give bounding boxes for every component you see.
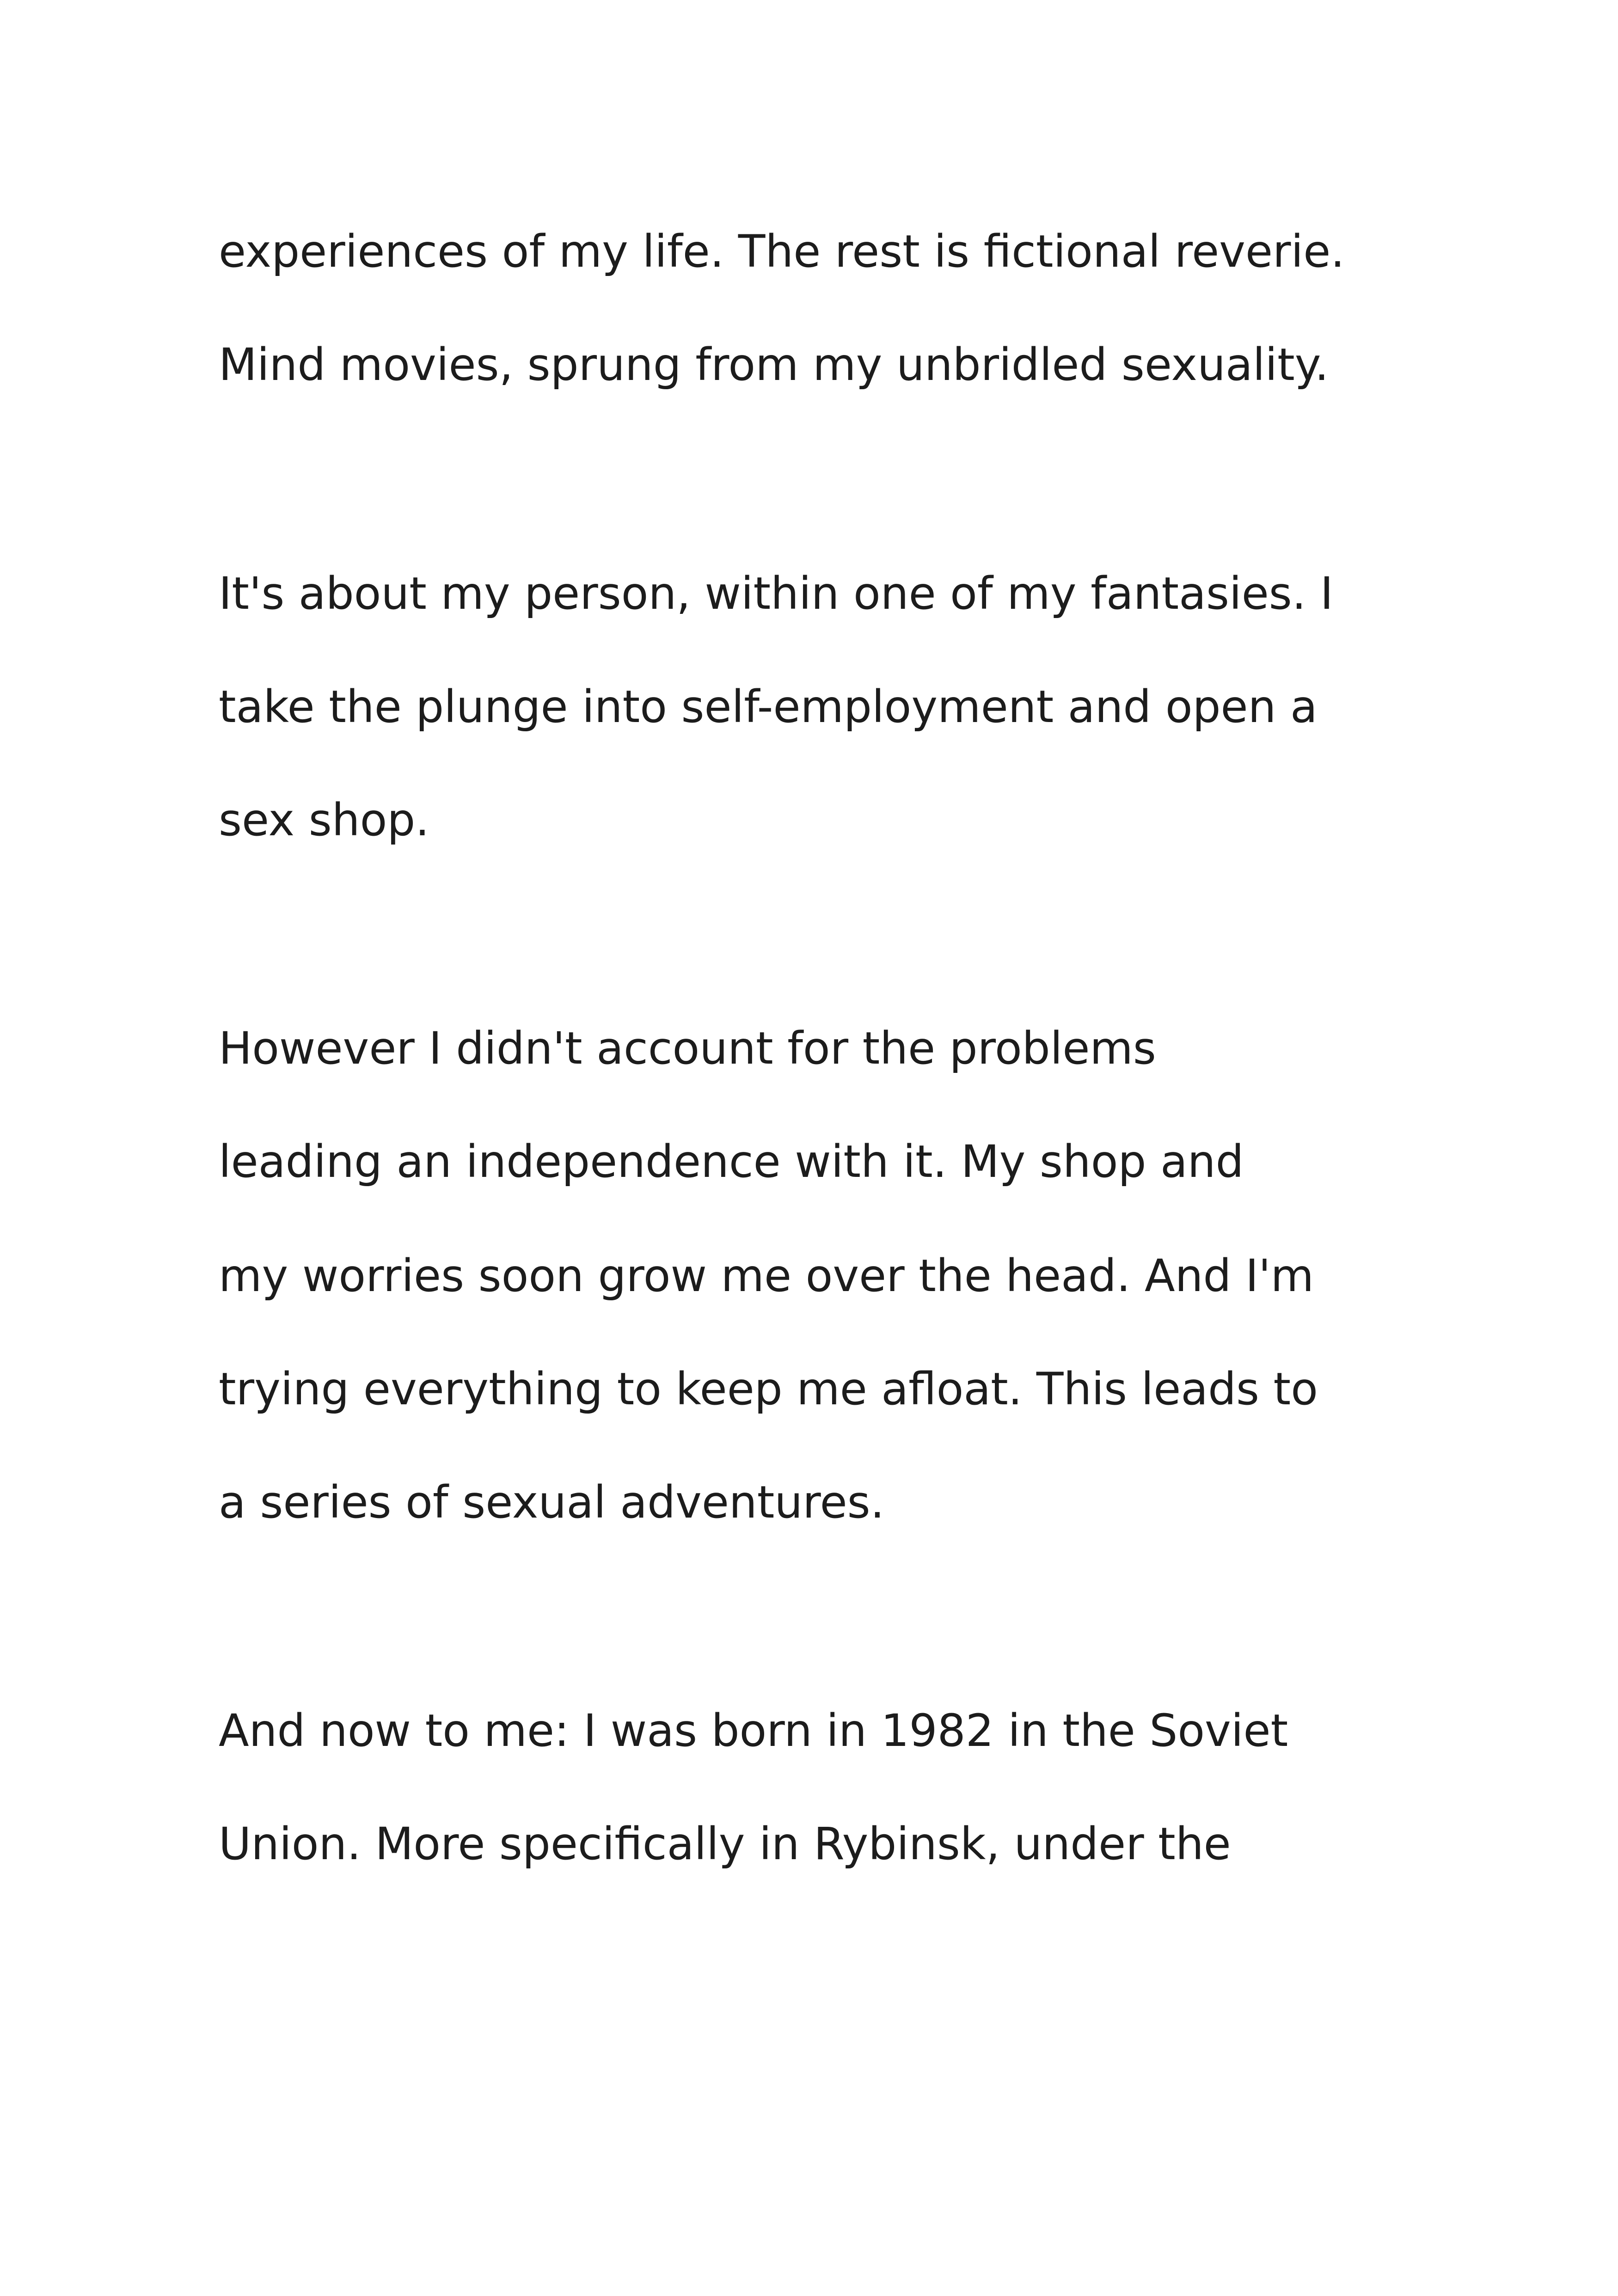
paragraph-3-line-4: trying everything to keep me afloat. This leads to [219, 1363, 1318, 1415]
paragraph-2-line-3: sex shop. [219, 794, 429, 846]
paragraph-1-line-1: experiences of my life. The rest is fictional reverie. [219, 226, 1345, 277]
paragraph-3-line-1: However I didn't account for the problems [219, 1022, 1156, 1074]
paragraph-1-line-2: Mind movies, sprung from my unbridled sexuality. [219, 339, 1329, 391]
paragraph-4-line-1: And now to me: I was born in 1982 in the Soviet [219, 1705, 1288, 1757]
paragraph-4-line-2: Union. More specifically in Rybinsk, under the [219, 1818, 1231, 1870]
paragraph-2-line-2: take the plunge into self-employment and open a [219, 681, 1318, 733]
paragraph-3-line-2: leading an independence with it. My shop and [219, 1136, 1244, 1188]
paragraph-2-line-1: It's about my person, within one of my fantasies. I [219, 568, 1334, 619]
paragraph-3-line-5: a series of sexual adventures. [219, 1476, 885, 1528]
paragraph-3-line-3: my worries soon grow me over the head. And I'm [219, 1250, 1314, 1302]
